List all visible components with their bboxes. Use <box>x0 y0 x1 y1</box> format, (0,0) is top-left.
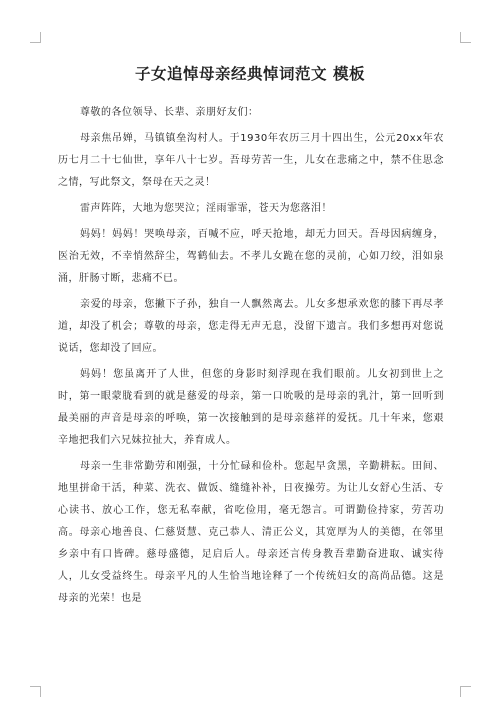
body-paragraph: 妈妈！您虽离开了人世，但您的身影时刻浮现在我们眼前。儿女初到世上之时，第一眼蒙胧看到的就是慈爱的母亲，第一口吮吸的是母亲的乳汁，第一回听到最美丽的声音是母亲的呼唤，第一次接触到的是母亲慈祥的爱抚。几十年来，您艰辛地把我们六兄妹拉扯大，养育成人。 <box>58 369 444 446</box>
body-paragraph: 母亲一生非常勤劳和刚强，十分忙碌和俭朴。您起早贪黑，辛勤耕耘。田间、地里拼命干活，种菜、洗衣、做饭、缝缝补补，日夜操劳。为让儿女舒心生活、专心读书、放心工作，您无私奉献，省吃俭用，毫无怨言。可谓勤俭持家，劳苦功高。母亲心地善良、仁慈贤慧、克己恭人、清正公义，其宽厚为人的美德，在邻里乡亲中有口皆碑。慈母盛德，足启后人。母亲还言传身教吾辈勤奋进取、诚实待人，儿女受益终生。母亲平凡的人生恰当地诠释了一个传统妇女的高尚品德。这是母亲的光荣！也是 <box>58 461 444 604</box>
crop-mark-bottom-right <box>460 686 471 697</box>
document-body <box>58 102 444 614</box>
salutation-paragraph: 尊敬的各位领导、长辈、亲朋好友们： <box>80 107 259 118</box>
body-paragraph: 妈妈！妈妈！哭唤母亲，百喊不应，呼天抢地，却无力回天。吾母因病缠身，医治无效，不幸悄然辞尘，驾鹤仙去。不孝儿女跪在您的灵前，心如刀绞，泪如泉涌，肝肠寸断，悲痛不已。 <box>58 229 444 284</box>
body-paragraph: 母亲焦吊婵，马镇镇垒沟村人。于1930年农历三月十四出生，公元20xx年农历七月二十七仙世，享年八十七岁。吾母劳苦一生，儿女在悲痛之中，禁不住思念之情，写此祭文，祭母在天之灵！ <box>58 133 444 188</box>
crop-mark-bottom-left <box>30 686 41 697</box>
body-paragraph: 亲爱的母亲，您撇下子孙，独自一人飘然离去。儿女多想承欢您的膝下再尽孝道，却没了机会；尊敬的母亲，您走得无声无息，没留下遗言。我们多想再对您说说话，您却没了回应。 <box>58 299 444 354</box>
document-title: 子女追悼母亲经典悼词范文 模板 <box>135 65 365 83</box>
crop-mark-top-right <box>460 32 471 43</box>
body-paragraph: 雷声阵阵，大地为您哭泣；淫雨霏霏，苍天为您落泪！ <box>80 203 332 214</box>
crop-mark-top-left <box>30 32 41 43</box>
